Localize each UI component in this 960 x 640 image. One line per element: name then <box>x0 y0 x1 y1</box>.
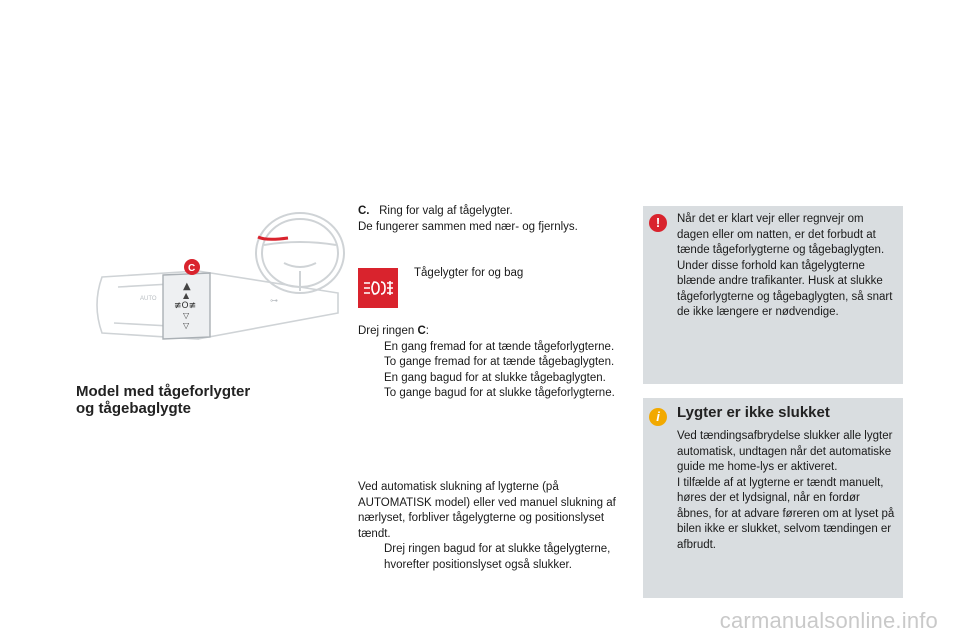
bullet-mark <box>358 542 384 573</box>
list-item <box>358 340 628 356</box>
svg-text:▽: ▽ <box>183 311 190 320</box>
auto-text: Ved automatisk slukning af lygterne (på AUTOMATISK model) eller ved manuel slukning af nærlyset, forbliver tågelygterne og positionslyset tændt. <box>358 481 616 540</box>
section-title: Model med tågeforlygter og tågebaglygte <box>76 383 251 417</box>
auto-bullet-text: Drej ringen bagud for at slukke tågelygterne, hvorefter positionslyset også slukker. <box>384 543 611 571</box>
bullet-mark <box>358 371 384 387</box>
list-item-text: To gange bagud for at slukke tågeforlygterne. <box>384 387 615 399</box>
fog-lamp-icon <box>358 268 398 308</box>
instructions-intro: Drej ringen C: <box>358 325 429 337</box>
warning-text: Når det er klart vejr eller regnvejr om dagen eller om natten, er det forbudt at tænde tågeforlygterne og tågebaglygten. Under disse forhold kan tågelygterne blænde andre trafikanter. Husk at slukke tågeforlygterne og tågebaglygten, så snart de ikke længere er nødvendige. <box>677 213 893 318</box>
ring-c <box>163 273 210 339</box>
list-item <box>358 542 620 573</box>
ring-text: Ring for valg af tågelygter. <box>379 205 513 217</box>
fog-icon-label: Tågelygter for og bag <box>414 267 524 279</box>
auto-paragraph <box>358 480 620 573</box>
label-c: C <box>188 263 196 274</box>
ring-text-line2: De fungerer sammen med nær- og fjernlys. <box>358 220 578 233</box>
svg-text:▲: ▲ <box>183 291 190 300</box>
list-item-text: To gange fremad for at tænde tågebaglygten. <box>384 356 615 368</box>
auto-label: AUTO <box>140 296 157 302</box>
list-item <box>358 371 628 387</box>
list-item-text: En gang fremad for at tænde tågeforlygterne. <box>384 340 615 353</box>
stalk-body <box>97 271 338 339</box>
steering-wheel-icon <box>256 213 344 293</box>
ring-letter: C. <box>358 205 370 217</box>
list-item-text: En gang bagud for at slukke tågebaglygten. <box>384 371 606 384</box>
info-title: Lygter er ikke slukket <box>677 404 830 421</box>
warning-icon: ! <box>649 214 667 232</box>
list-item <box>358 355 628 371</box>
bullet-mark <box>358 340 384 356</box>
instructions-list <box>358 340 628 402</box>
warning-box <box>643 206 903 384</box>
info-icon: i <box>649 408 667 426</box>
instructions <box>358 324 628 402</box>
info-text: Ved tændingsafbrydelse slukker alle lygter automatisk, undtagen når det automatiske guide me home-lys er aktiveret. I tilfælde af at lygterne er tændt manuelt, høres der et lydsignal, når en fordør åbnes, for at advare føreren om at lyset på bilen ikke er slukket, selvom tændingen er afbrudt. <box>677 430 895 551</box>
svg-text:▲: ▲ <box>183 281 191 292</box>
watermark: carmanualsonline.info <box>719 608 938 633</box>
svg-text:▽: ▽ <box>183 321 190 330</box>
svg-text:≢O≢: ≢O≢ <box>174 301 197 311</box>
list-item <box>358 386 628 402</box>
ring-caption <box>358 204 628 235</box>
info-box <box>643 398 903 598</box>
pointer-line <box>258 237 288 239</box>
bullet-mark <box>358 386 384 402</box>
bullet-mark <box>358 355 384 371</box>
key-label: ⊶ <box>270 296 278 305</box>
stalk-illustration <box>88 205 352 365</box>
